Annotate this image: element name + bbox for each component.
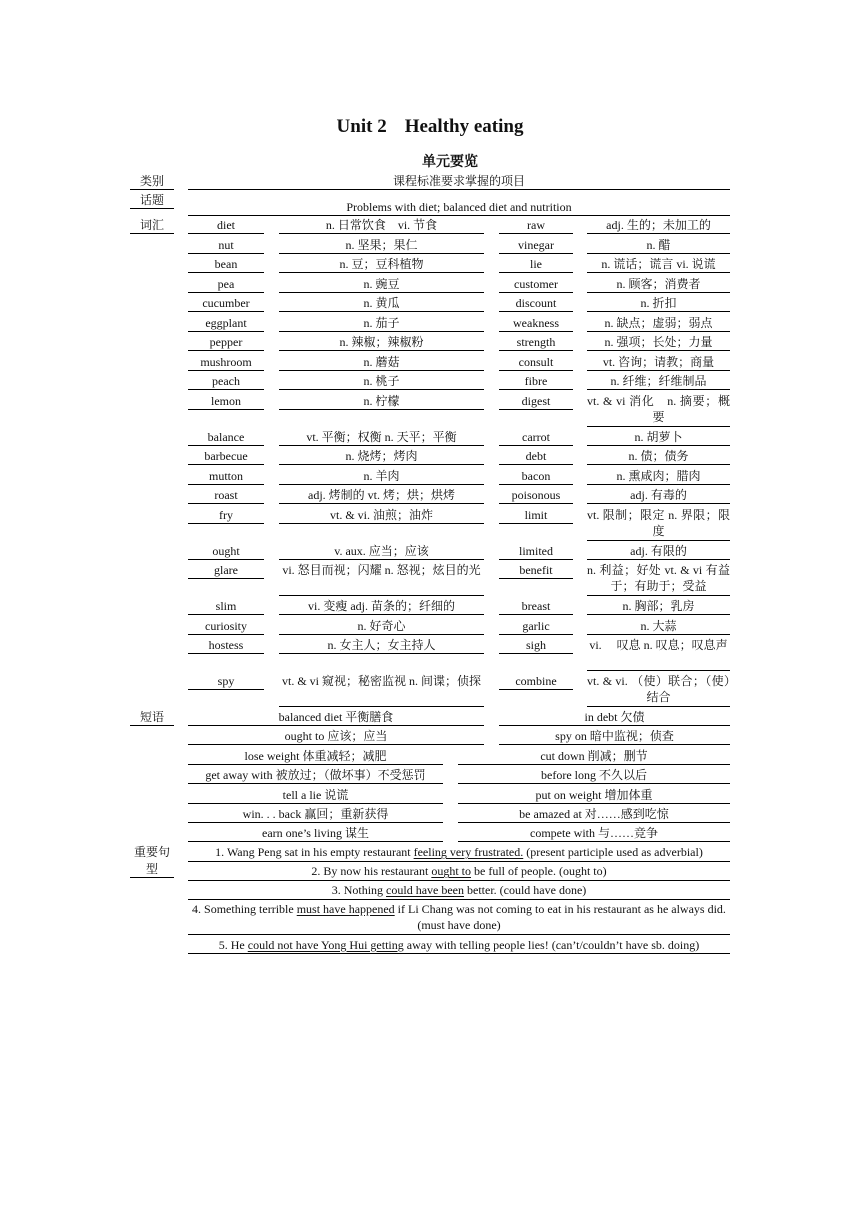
- rule: [188, 523, 264, 524]
- rule: [188, 559, 264, 560]
- rule: [587, 331, 730, 332]
- rule: [188, 445, 264, 446]
- topic-label: 话题: [139, 193, 164, 207]
- sentence-text: 3. Nothing: [331, 883, 387, 897]
- rule: [587, 559, 730, 560]
- vocab-definition: n. 缺点；虚弱；弱点: [604, 315, 713, 330]
- vocab-definition: n. 日常饮食 vi. 节食: [325, 218, 438, 232]
- vocab-definition: n. 女主人；女主持人: [327, 638, 436, 652]
- vocab-definition: v. aux. 应当；应该: [334, 543, 429, 558]
- vocab-definition: n. 熏咸肉；腊肉: [616, 468, 701, 483]
- vocab-word: roast: [214, 488, 238, 502]
- vocab-definition: vt. 咨询；请教；商量: [602, 354, 715, 369]
- vocab-definition: n. 胡萝卜: [634, 429, 683, 444]
- rule: [188, 764, 443, 765]
- vocab-word: discount: [515, 296, 557, 310]
- sentence-item: [188, 937, 730, 953]
- rule: [188, 215, 730, 216]
- rule: [499, 445, 573, 446]
- sentence-text: 4. Something terrible: [192, 902, 297, 916]
- phrase-left: win. . . back 赢回；重新获得: [242, 807, 389, 821]
- vocab-word: consult: [518, 354, 554, 369]
- vocab-word: nut: [218, 237, 234, 252]
- rule: [279, 484, 484, 485]
- rule: [188, 841, 443, 842]
- phrase-left: balanced diet 平衡膳食: [278, 710, 394, 724]
- rule: [499, 331, 573, 332]
- rule: [279, 272, 484, 273]
- rule: [279, 706, 484, 707]
- vocab-definition: n. 豌豆: [363, 276, 400, 291]
- rule: [499, 233, 573, 234]
- rule: [587, 595, 730, 596]
- rule: [279, 350, 484, 351]
- rule: [188, 464, 264, 465]
- rule: [188, 725, 484, 726]
- vocab-word: lie: [530, 257, 542, 271]
- vocab-definition: n. 纤维；纤维制品: [610, 374, 707, 388]
- vocab-word: poisonous: [511, 488, 561, 502]
- rule: [188, 822, 443, 823]
- rule: [587, 370, 730, 371]
- vocab-word: benefit: [519, 563, 553, 577]
- phrase-left: earn one’s living 谋生: [262, 826, 369, 841]
- vocab-definition: vt. & vi. 油煎；油炸: [329, 507, 433, 522]
- rule: [499, 350, 573, 351]
- vocab-word: mushroom: [200, 354, 252, 369]
- vocab-definition: n. 大蒜: [640, 618, 677, 633]
- vocab-word: diet: [217, 218, 235, 232]
- rule: [188, 953, 730, 954]
- rule: [188, 189, 730, 190]
- vocab-word: ought: [212, 543, 240, 558]
- rule: [499, 484, 573, 485]
- rule: [499, 272, 573, 273]
- rule: [587, 253, 730, 254]
- phrase-right: put on weight 增加体重: [535, 787, 653, 802]
- rule: [458, 841, 730, 842]
- rule: [188, 653, 264, 654]
- phrase-right: compete with 与……竞争: [530, 826, 658, 841]
- vocab-definition: vt. 限制；限定 n. 界限；限度: [587, 507, 730, 538]
- rule: [188, 350, 264, 351]
- vocab-definition: adj. 生的；未加工的: [606, 218, 711, 232]
- rule: [188, 331, 264, 332]
- header-items: 课程标准要求掌握的项目: [392, 174, 525, 188]
- rule: [188, 783, 443, 784]
- rule: [458, 803, 730, 804]
- vocab-definition: adj. 有毒的: [630, 488, 687, 502]
- vocab-definition: n. 强项；长处；力量: [604, 335, 713, 349]
- phrase-right: in debt 欠债: [584, 710, 645, 724]
- rule: [499, 725, 730, 726]
- vocab-definition: n. 顾客；消费者: [616, 276, 701, 291]
- vocab-definition: vt. 平衡；权衡 n. 天平；平衡: [306, 429, 457, 444]
- rule: [188, 311, 264, 312]
- sentence-key-structure: could have been: [386, 883, 464, 897]
- vocab-word: mutton: [208, 468, 243, 483]
- vocab-definition: n. 黄瓜: [363, 296, 400, 310]
- vocab-definition: vt. & vi 窥视；秘密监视 n. 间谍；侦探: [281, 674, 481, 688]
- rule: [188, 370, 264, 371]
- rule: [279, 653, 484, 654]
- rule: [279, 253, 484, 254]
- vocab-definition: n. 债；债务: [628, 449, 689, 463]
- rule: [499, 253, 573, 254]
- rule: [188, 934, 730, 935]
- sentence-item: [188, 844, 730, 860]
- vocab-word: customer: [514, 276, 558, 291]
- sentence-text: (present participle used as adverbial): [523, 845, 703, 859]
- rule: [188, 484, 264, 485]
- title-topic: Healthy eating: [404, 116, 524, 137]
- vocab-definition: n. 好奇心: [357, 618, 406, 633]
- rule: [499, 503, 573, 504]
- sentence-item: [188, 863, 730, 879]
- sentence-text: better. (could have done): [464, 883, 587, 897]
- vocab-word: raw: [527, 218, 545, 232]
- sentence-key-structure: ought to: [431, 864, 471, 878]
- rule: [499, 409, 573, 410]
- rule: [499, 389, 573, 390]
- rule: [587, 464, 730, 465]
- vocab-word: pepper: [209, 335, 243, 349]
- vocab-word: combine: [515, 674, 557, 688]
- rule: [499, 653, 573, 654]
- rule: [499, 292, 573, 293]
- rule: [279, 634, 484, 635]
- phrase-left: lose weight 体重减轻；减肥: [244, 748, 387, 763]
- rule: [587, 233, 730, 234]
- rule: [130, 189, 174, 190]
- vocab-word: spy: [217, 674, 235, 688]
- rule: [188, 634, 264, 635]
- rule: [279, 614, 484, 615]
- sentence-item: [188, 882, 730, 898]
- rule: [458, 783, 730, 784]
- vocab-word: bacon: [521, 468, 551, 483]
- vocab-word: pea: [217, 276, 235, 291]
- rule: [188, 292, 264, 293]
- rule: [587, 484, 730, 485]
- phrase-right: spy on 暗中监视；侦查: [555, 729, 674, 744]
- sentence-key-structure: could not have Yong Hui getting: [247, 937, 404, 952]
- vocab-definition: n. 坚果；果仁: [345, 237, 418, 252]
- vocab-definition: n. 桃子: [363, 374, 400, 388]
- rule: [587, 503, 730, 504]
- vocab-word: slim: [215, 599, 237, 613]
- vocab-word: debt: [525, 449, 547, 463]
- vocab-word: fry: [219, 507, 233, 522]
- rule: [499, 634, 573, 635]
- rule: [279, 445, 484, 446]
- header-category: 类别: [139, 174, 164, 188]
- rule: [587, 634, 730, 635]
- rule: [188, 409, 264, 410]
- vocab-word: hostess: [208, 638, 244, 652]
- vocab-definition: n. 谎话；谎言 vi. 说谎: [601, 257, 716, 271]
- rule: [188, 503, 264, 504]
- vocab-definition: n. 醋: [646, 237, 671, 252]
- rule: [458, 822, 730, 823]
- sentence-key-structure: feeling very frustrated.: [413, 845, 524, 859]
- sentence-text: 5. He: [218, 937, 248, 952]
- rule: [188, 803, 443, 804]
- rule: [587, 670, 730, 671]
- rule: [279, 409, 484, 410]
- rule: [279, 331, 484, 332]
- rule: [587, 706, 730, 707]
- rule: [188, 272, 264, 273]
- topic-value: Problems with diet; balanced diet and nutrition: [346, 200, 572, 214]
- vocab-word: sigh: [525, 638, 546, 652]
- vocab-definition: n. 蘑菇: [363, 354, 400, 369]
- vocab-definition: n. 柠檬: [363, 393, 400, 408]
- vocab-definition: n. 茄子: [363, 315, 400, 330]
- rule: [188, 614, 264, 615]
- vocab-word: breast: [521, 599, 551, 613]
- phrase-left: tell a lie 说谎: [282, 787, 349, 802]
- sentence-text: be full of people. (ought to): [471, 864, 607, 878]
- sentences-label-2: 型: [145, 862, 158, 876]
- rule: [188, 899, 730, 900]
- vocab-word: digest: [521, 393, 551, 408]
- title-unit: Unit 2: [336, 116, 387, 137]
- rule: [188, 689, 264, 690]
- vocab-word: limited: [519, 543, 553, 558]
- rule: [279, 389, 484, 390]
- vocab-word: peach: [212, 374, 240, 388]
- vocab-word: bean: [214, 257, 238, 271]
- vocab-definition: n. 胸部；乳房: [622, 599, 695, 613]
- rule: [279, 503, 484, 504]
- rule: [499, 523, 573, 524]
- rule: [188, 861, 730, 862]
- sentence-key-structure: must have happened: [296, 902, 395, 916]
- vocab-label: 词汇: [139, 218, 164, 232]
- rule: [587, 445, 730, 446]
- vocab-definition: vt. & vi. （使）联合；（使）结合: [587, 674, 730, 704]
- rule: [279, 370, 484, 371]
- phrases-label: 短语: [139, 710, 164, 724]
- phrase-right: be amazed at 对……感到吃惊: [519, 807, 669, 821]
- vocab-word: weakness: [513, 315, 559, 330]
- sentence-text: away with telling people lies! (can’t/couldn’t have sb. doing): [403, 937, 700, 952]
- vocab-word: glare: [214, 563, 238, 577]
- rule: [130, 725, 174, 726]
- vocab-word: limit: [524, 507, 548, 522]
- vocab-definition: n. 羊肉: [363, 468, 400, 483]
- rule: [499, 311, 573, 312]
- phrase-right: cut down 削减；删节: [540, 748, 648, 763]
- vocab-definition: n. 烧烤；烤肉: [345, 449, 418, 463]
- vocab-word: strength: [516, 335, 556, 349]
- rule: [279, 233, 484, 234]
- vocab-definition: n. 利益；好处 vt. & vi 有益于；有助于；受益: [587, 563, 730, 593]
- rule: [279, 311, 484, 312]
- rule: [279, 292, 484, 293]
- vocab-definition: adj. 有限的: [630, 543, 687, 558]
- rule: [458, 764, 730, 765]
- vocab-definition: n. 豆；豆科植物: [339, 257, 424, 271]
- rule: [188, 389, 264, 390]
- vocab-word: fibre: [524, 374, 548, 388]
- phrase-right: before long 不久以后: [541, 768, 647, 783]
- vocab-word: cucumber: [202, 296, 250, 310]
- sentence-text: 1. Wang Peng sat in his empty restaurant: [215, 845, 414, 859]
- rule: [188, 578, 264, 579]
- rule: [499, 578, 573, 579]
- vocab-word: barbecue: [204, 449, 248, 463]
- rule: [587, 272, 730, 273]
- rule: [188, 253, 264, 254]
- rule: [499, 744, 730, 745]
- rule: [587, 292, 730, 293]
- rule: [587, 426, 730, 427]
- vocab-word: lemon: [211, 393, 241, 408]
- vocab-word: garlic: [522, 618, 550, 633]
- vocab-definition: vi. 怒目而视；闪耀 n. 怒视；炫目的光: [282, 563, 481, 577]
- rule: [499, 689, 573, 690]
- vocab-definition: n. 折扣: [640, 296, 677, 310]
- sentence-text: 2. By now his restaurant: [311, 864, 432, 878]
- vocab-word: eggplant: [205, 315, 247, 330]
- phrase-left: get away with 被放过；（做坏事）不受惩罚: [205, 768, 426, 783]
- vocab-word: vinegar: [518, 237, 554, 252]
- rule: [130, 233, 174, 234]
- vocab-word: balance: [207, 429, 245, 444]
- sentence-text: if Li Chang was not coming to eat in his restaurant as he always did. (must have done): [394, 902, 726, 932]
- vocab-definition: adj. 烤制的 vt. 烤；烘；烘烤: [308, 488, 455, 502]
- rule: [279, 464, 484, 465]
- rule: [499, 464, 573, 465]
- rule: [499, 370, 573, 371]
- vocab-definition: vi. 变瘦 adj. 苗条的；纤细的: [308, 599, 455, 613]
- rule: [130, 877, 174, 878]
- rule: [587, 540, 730, 541]
- rule: [499, 614, 573, 615]
- phrase-left: ought to 应该；应当: [284, 729, 388, 744]
- rule: [587, 389, 730, 390]
- page-title: [0, 116, 860, 138]
- rule: [587, 614, 730, 615]
- rule: [499, 559, 573, 560]
- rule: [188, 233, 264, 234]
- page-subtitle: 单元要览: [422, 155, 478, 170]
- vocab-word: curiosity: [205, 618, 247, 633]
- rule: [587, 311, 730, 312]
- rule: [279, 523, 484, 524]
- rule: [587, 350, 730, 351]
- rule: [188, 744, 484, 745]
- sentence-item: [188, 901, 730, 933]
- sentences-label-1: 重要句: [133, 845, 170, 859]
- rule: [279, 559, 484, 560]
- vocab-definition: n. 辣椒；辣椒粉: [339, 335, 424, 349]
- rule: [188, 880, 730, 881]
- vocab-word: carrot: [522, 429, 550, 444]
- vocab-definition: vi. 叹息 n. 叹息；叹息声: [589, 638, 728, 652]
- rule: [279, 595, 484, 596]
- vocab-definition: vt. & vi 消化 n. 摘要；概要: [587, 393, 730, 424]
- rule: [130, 208, 174, 209]
